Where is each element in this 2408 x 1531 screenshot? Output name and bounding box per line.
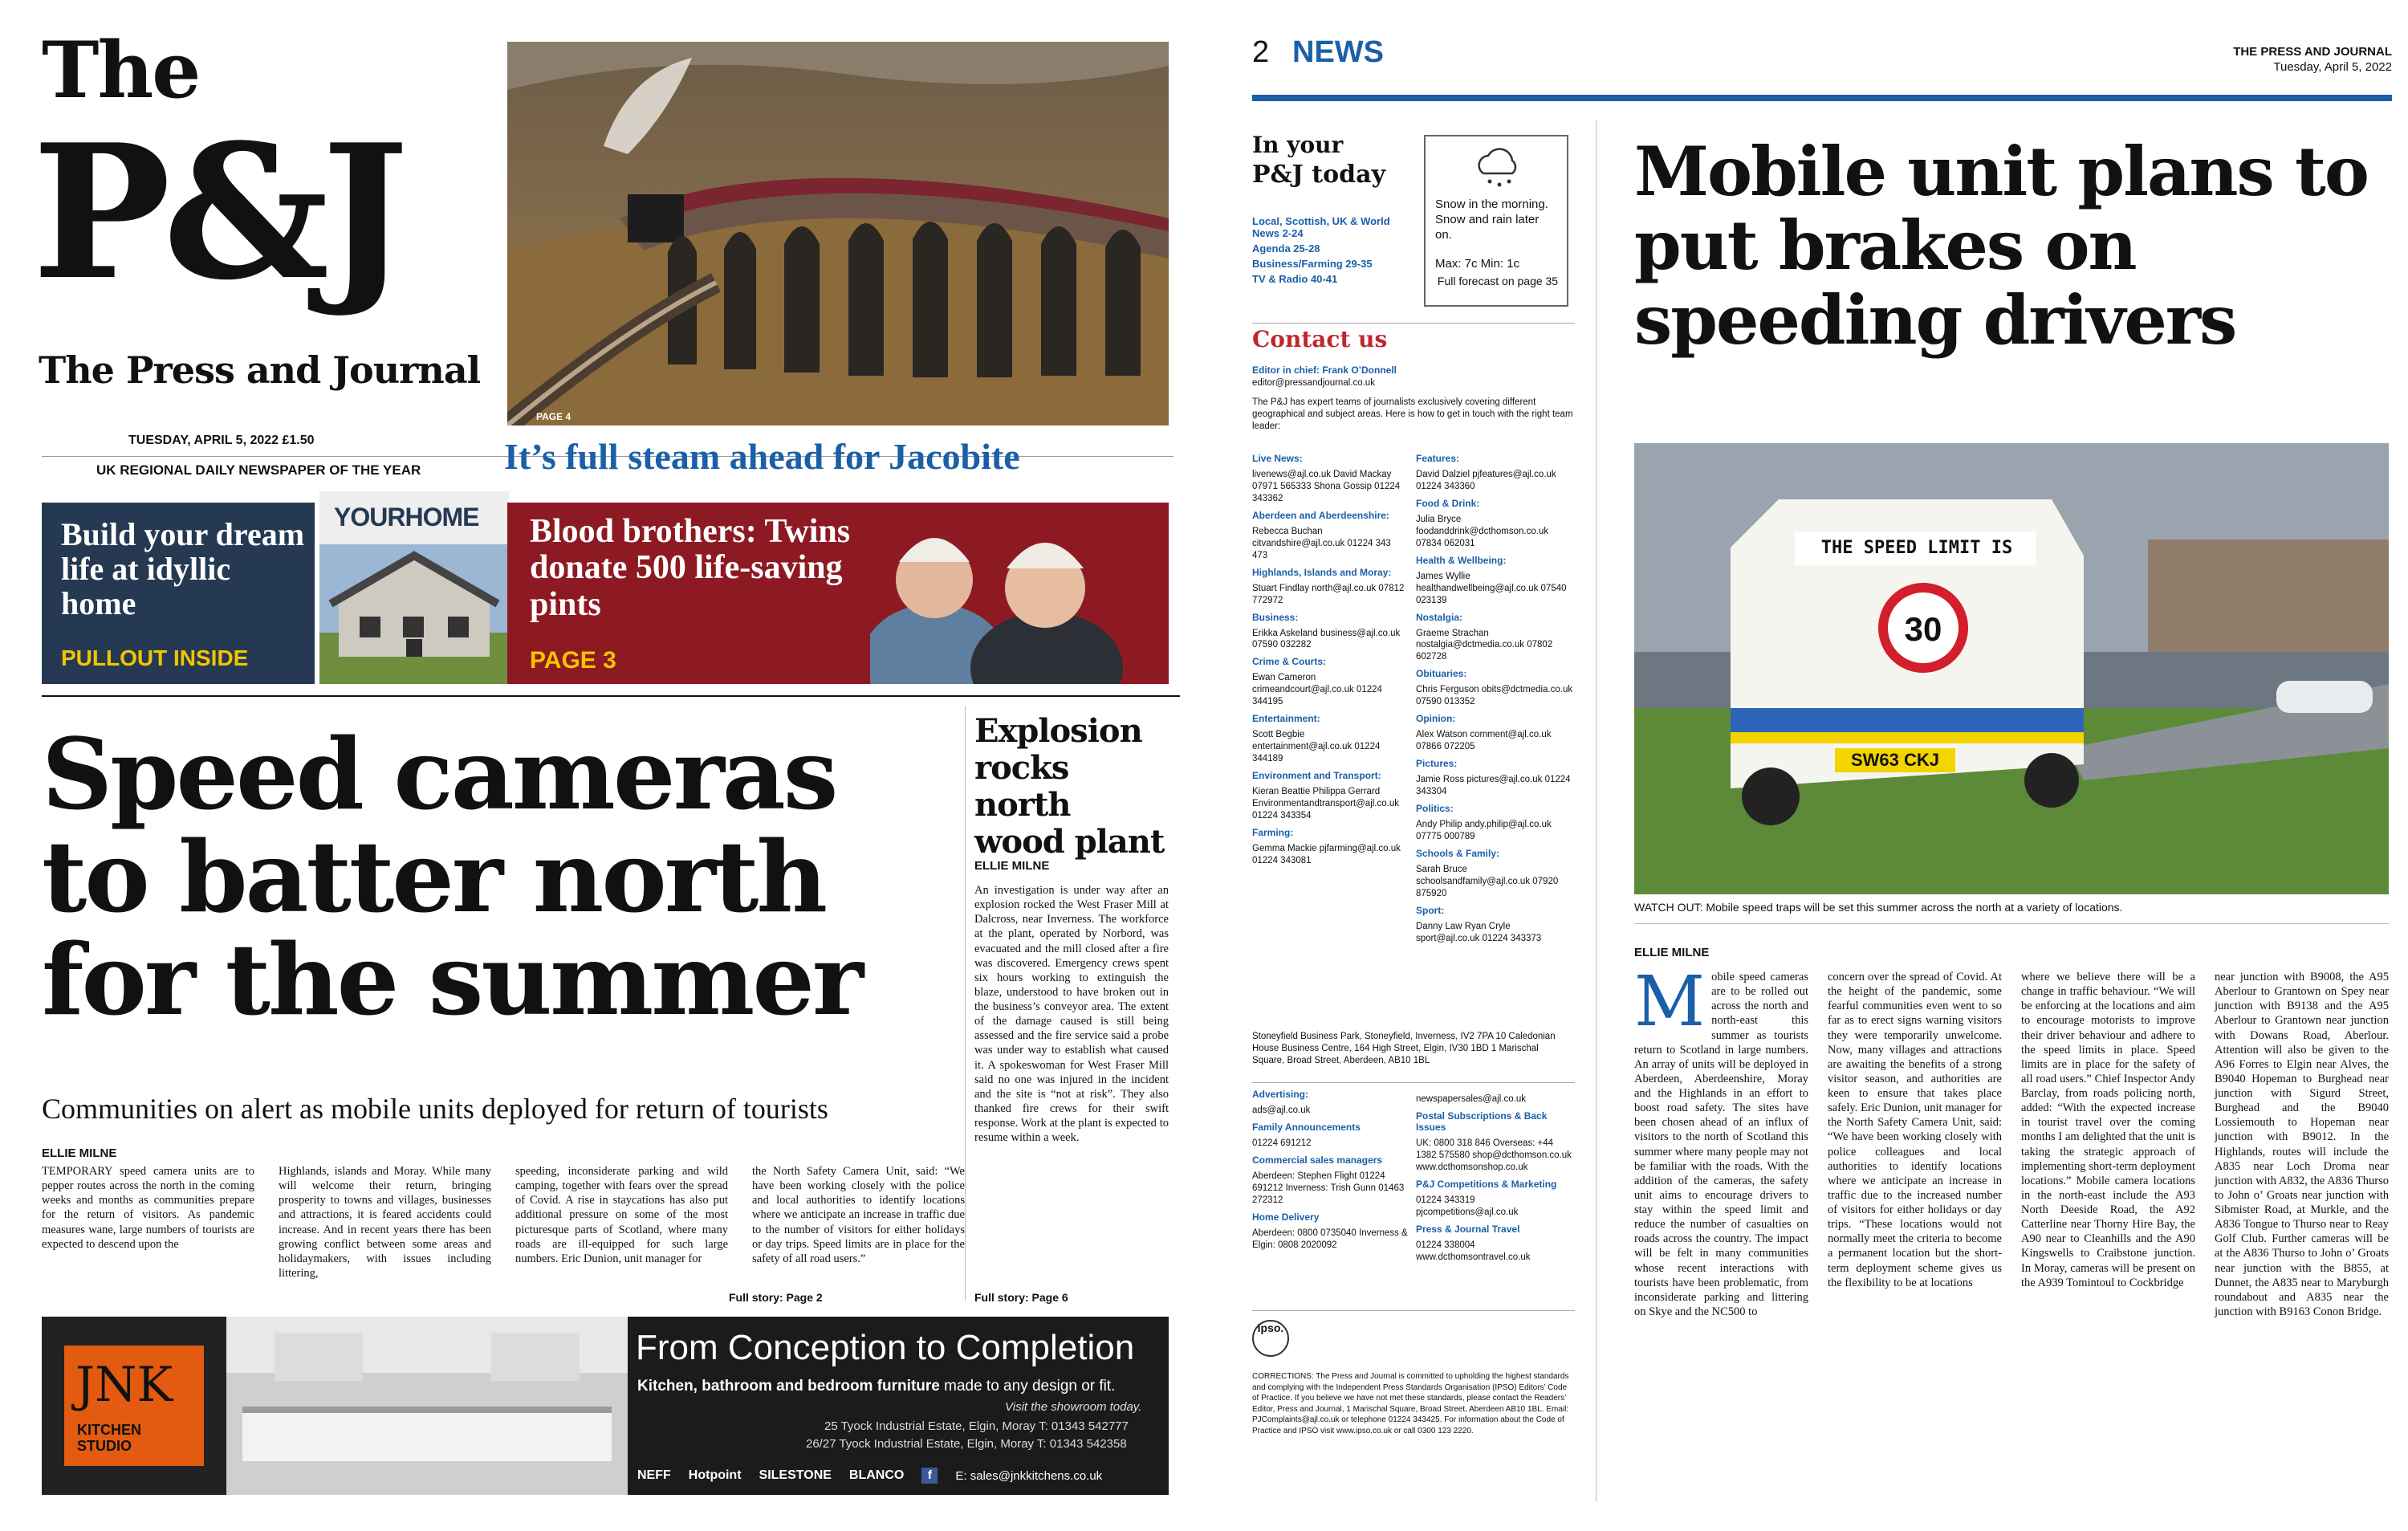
page-number: 2	[1252, 35, 1270, 69]
contact-right-column	[1416, 453, 1573, 950]
contact-label: Live News:	[1252, 453, 1303, 464]
contact-entry	[1416, 905, 1573, 945]
twins-photo	[870, 503, 1169, 684]
promo-blood[interactable]	[507, 503, 1169, 684]
promo-home-title: Build your dream life at idyllic home	[61, 516, 305, 622]
contact-label: Crime & Courts:	[1252, 656, 1327, 668]
contact-label: Environment and Transport:	[1252, 770, 1381, 781]
weather-text: Snow in the morning. Snow and rain later on.	[1435, 197, 1548, 242]
jnk-logo	[64, 1346, 204, 1466]
masthead-logo: P&J	[32, 104, 401, 321]
contact-text: Graeme Strachan nostalgia@dctmedia.co.uk 07802 602728	[1416, 628, 1553, 662]
weather-more[interactable]: Full forecast on page 35	[1437, 275, 1559, 287]
inner-page	[1236, 0, 2408, 1531]
contact-label: Home Delivery	[1252, 1211, 1320, 1223]
contact-label: Schools & Family:	[1416, 847, 1500, 859]
contact-text: livenews@ajl.co.uk David Mackay 07971 565333 Shona Gossip 01224 343362	[1252, 470, 1401, 503]
contact-text: Rebecca Buchan citvandshire@ajl.co.uk 01224 343 473	[1252, 526, 1391, 560]
brand-silestone: SILESTONE	[759, 1468, 832, 1482]
contact-entry	[1252, 1122, 1409, 1150]
divider	[1252, 1082, 1575, 1083]
brand-hotpoint: Hotpoint	[688, 1468, 742, 1482]
contact-text: UK: 0800 318 846 Overseas: +44 1382 575580 shop@dcthomson.co.uk www.dcthomsonshop.co.uk	[1416, 1138, 1572, 1172]
contact-label: P&J Competitions & Marketing	[1416, 1178, 1557, 1190]
brand-blanco: BLANCO	[848, 1468, 905, 1482]
contact-label: Farming:	[1252, 826, 1294, 838]
contact-label: Politics:	[1416, 802, 1454, 814]
inner-byline: ELLIE MILNE	[1634, 946, 1710, 959]
contact-text: Alex Watson comment@ajl.co.uk 07866 072205	[1416, 730, 1552, 752]
advert-address-2: 26/27 Tyock Industrial Estate, Elgin, Moray T: 01343 542358	[806, 1437, 1127, 1451]
van-photo	[1634, 443, 2389, 894]
contact-label: Business:	[1252, 611, 1299, 623]
advert-tagline-rest: made to any design or fit.	[939, 1378, 1116, 1395]
divider	[1596, 120, 1597, 1501]
van-plate: SW63 CKJ	[1850, 750, 1940, 770]
van-photo-image	[1634, 443, 2389, 894]
lead-col-1: TEMPORARY speed camera units are to pepper routes across the north in the coming weeks and months as communities prepare for the return of visitors. As pandemic measures wane, large numbers of tourists are expected to descend upon the	[42, 1165, 254, 1251]
contact-label: Postal Subscriptions & Back Issues	[1416, 1110, 1548, 1133]
side-headline[interactable]: Explosion rocks north wood plant	[974, 712, 1165, 861]
editor-email[interactable]: editor@pressandjournal.co.uk	[1252, 377, 1375, 388]
corrections-text: CORRECTIONS: The Press and Journal is committed to upholding the highest standards and complying with the Independent Press Standards Organisation (IPSO) Editors’ Code of Practice. If you believe we have not met these standards, please contact the Readers’ Editor, Press and Journal, 1 Marischal Square, Broad Street, Aberdeen AB10 1BL. Email: PJComplaints@ajl.co.uk or telephone 01224 343425. For information about the Code of Practice and IPSO visit www.ipso.co.uk or call 0300 123 2220.	[1252, 1372, 1569, 1435]
contact-lower-right	[1416, 1089, 1573, 1268]
paper-date: Tuesday, April 5, 2022	[2273, 60, 2392, 74]
lead-headline[interactable]: Speed cameras to batter north for the summer	[42, 716, 862, 1038]
masthead-the: The	[42, 25, 200, 116]
contact-entry	[1416, 668, 1573, 708]
weather-temps: Max: 7c Min: 1c	[1435, 257, 1520, 271]
contact-text: 01224 691212	[1252, 1138, 1312, 1148]
promo-home-kicker: PULLOUT INSIDE	[61, 645, 249, 670]
divider	[1252, 1310, 1575, 1311]
inner-col-3: where we believe there will be a change in traffic behaviour. “We will be enforcing at the locations and aim to encourage motorists to improve their driver behaviour and adhere to the speed limits in place. Speed limits are in place for the safety of all road users.” Chief Inspector Andy Barclay, from roads policing north, added: “With the expected increase in tourist travel over the coming months I am delighted that the unit is taking the strategic approach of implementing short-term deployment locations.” Mobile camera locations in the north-east include the A93 North Deeside Road, the A92 Catterline near Thorny Hire Bay, the A90 near to Cleanhills and the A90 Kingswells to Craibstone junction. In Moray, cameras will be present on the A939 Tomintoul to Cockbridge	[2021, 971, 2195, 1289]
contact-text: Kieran Beattie Philippa Gerrard Environmentandtransport@ajl.co.uk 01224 343354	[1252, 787, 1399, 820]
contact-entry	[1252, 770, 1406, 822]
contact-text: ads@ajl.co.uk	[1252, 1105, 1311, 1115]
contact-entry	[1416, 1179, 1573, 1219]
weather-box	[1424, 135, 1568, 307]
header-rule	[1252, 95, 2392, 101]
in-your-item[interactable]: Local, Scottish, UK & World News 2-24	[1252, 215, 1390, 239]
contact-entry	[1416, 453, 1573, 493]
contact-text: Danny Law Ryan Cryle sport@ajl.co.uk 01224 343373	[1416, 921, 1542, 943]
contact-intro: The P&J has expert teams of journalists exclusively covering different geographical and subject areas. Here is how to get in touch with the right team leader:	[1252, 397, 1573, 431]
train-photo	[507, 42, 1169, 426]
front-page	[0, 0, 1180, 1531]
in-your-item[interactable]: Agenda 25-28	[1252, 242, 1320, 254]
contact-entry	[1416, 555, 1573, 607]
contact-entry	[1252, 510, 1406, 562]
in-your-item[interactable]: Business/Farming 29-35	[1252, 258, 1373, 270]
train-headline[interactable]: It’s full steam ahead for Jacobite	[504, 436, 1020, 477]
jnk-logo-panel	[42, 1317, 226, 1495]
advert-brands	[637, 1468, 1159, 1484]
contact-text: Jamie Ross pictures@ajl.co.uk 01224 343304	[1416, 775, 1571, 796]
award-line: UK REGIONAL DAILY NEWSPAPER OF THE YEAR	[96, 462, 421, 478]
advert-jnk[interactable]	[42, 1317, 1169, 1495]
photo-page-tag: PAGE 4	[536, 411, 571, 422]
contact-entry	[1416, 1110, 1573, 1174]
paper-name: THE PRESS AND JOURNAL	[2233, 45, 2392, 59]
brand-neff: NEFF	[637, 1468, 671, 1482]
contact-label: Features:	[1416, 453, 1460, 464]
inner-col-1	[1634, 970, 1808, 1508]
contact-entry	[1252, 1211, 1409, 1252]
contact-text: 01224 343319 pjcompetitions@ajl.co.uk	[1416, 1195, 1519, 1217]
rule	[42, 695, 1180, 697]
contact-label: Advertising:	[1252, 1089, 1309, 1100]
contact-entry	[1252, 713, 1406, 765]
lead-fullstory[interactable]: Full story: Page 2	[729, 1291, 823, 1304]
jnk-logo-letters: JNK	[75, 1357, 173, 1413]
contact-title: Contact us	[1252, 326, 1388, 352]
advert-headline: From Conception to Completion	[636, 1328, 1135, 1367]
contact-label: Commercial sales managers	[1252, 1154, 1383, 1166]
ipso-logo: ipso.	[1252, 1320, 1289, 1357]
contact-entry	[1416, 498, 1573, 550]
contact-text: Gemma Mackie pjfarming@ajl.co.uk 01224 343081	[1252, 843, 1401, 865]
house-photo	[319, 544, 509, 684]
promo-blood-title: Blood brothers: Twins donate 500 life-saving pints	[530, 513, 851, 623]
lead-standfirst: Communities on alert as mobile units deployed for return of tourists	[42, 1093, 828, 1125]
contact-text: Stuart Findlay north@ajl.co.uk 07812 772972	[1252, 583, 1405, 605]
contact-label: Obituaries:	[1416, 668, 1467, 680]
inner-col-1-text: obile speed cameras are to be rolled out across the north and north-east this summer as tourists return to Scotland in large numbers. An array of units will be deployed in Aberdeen, Aberdeenshire, Moray and the Highlands in an effort to boost road safety. The sites have been chosen ahead of an influx of visitors to the north of Scotland this summer where many people may not be familiar with the roads. With the addition of the cameras, the safety unit aims to encourage drivers to stay within the speed limit and reduce the number of casualties on roads across the country. The impact will be felt in many communities whose recent interactions with tourists have been problematic, from inconsiderate parking and littering on Skye and the NC500 to	[1634, 971, 1808, 1318]
promo-home[interactable]	[42, 503, 315, 684]
lead-col-2: Highlands, islands and Moray. While many will welcome their return, bringing prosperity to towns and villages, businesses and attractions, it is feared accidents could increase. And in recent years there has been growing conflict between some areas and holidaymakers, with issues including littering,	[279, 1165, 491, 1280]
contact-text: Chris Ferguson obits@dctmedia.co.uk 07590 013352	[1416, 685, 1573, 707]
masthead-title: The Press and Journal	[39, 348, 481, 392]
dropcap: M	[1634, 970, 1706, 1042]
contact-text: Sarah Bruce schoolsandfamily@ajl.co.uk 07920 875920	[1416, 864, 1559, 898]
advert-tagline	[637, 1378, 1115, 1395]
contact-entry	[1252, 567, 1406, 607]
yourhome-brand: YOURHOME	[334, 503, 479, 531]
facebook-icon: f	[921, 1468, 938, 1484]
contact-entry	[1416, 803, 1573, 843]
lead-col-3: speeding, inconsiderate parking and wild camping, together with fears over the spread of Covid. A rise in staycations has also put additional pressure on some of the most picturesque parts of Scotland, where many roads are ill-equipped for such large numbers. Eric Dunion, unit manager for	[515, 1165, 728, 1265]
contact-entry	[1252, 612, 1406, 652]
divider	[1634, 923, 2389, 924]
editor-label: Editor in chief: Frank O’Donnell	[1252, 364, 1397, 376]
dateline: TUESDAY, APRIL 5, 2022 £1.50	[128, 434, 315, 447]
contact-text: Scott Begbie entertainment@ajl.co.uk 01224 344189	[1252, 730, 1381, 764]
contact-label: Family Announcements	[1252, 1121, 1361, 1133]
contact-entry	[1252, 656, 1406, 708]
contact-text: Julia Bryce foodanddrink@dcthomson.co.uk 07834 062031	[1416, 514, 1549, 548]
contact-label: Food & Drink:	[1416, 497, 1480, 509]
contact-text: James Wyllie healthandwellbeing@ajl.co.uk 07540 023139	[1416, 571, 1567, 605]
promo-blood-kicker: PAGE 3	[530, 647, 616, 674]
contact-label: Entertainment:	[1252, 713, 1320, 725]
contact-entry	[1252, 453, 1406, 505]
contact-label: Highlands, Islands and Moray:	[1252, 566, 1392, 578]
contact-text: Aberdeen: 0800 0735040 Inverness & Elgin: 0808 2020092	[1252, 1228, 1408, 1250]
divider	[1252, 323, 1575, 324]
divider	[965, 706, 966, 1301]
contact-text: Erikka Askeland business@ajl.co.uk 07590 032282	[1252, 628, 1401, 650]
inner-col-2: concern over the spread of Covid. At the height of the pandemic, some fearful communities even went to so far as to erect signs warning visitors they were temporarily unwelcome. Now, many villages and attractions are awaiting the benefits of a strong visitor season, and authorities are keen to ensure that takes place safely. Eric Dunion, unit manager for the North Safety Camera Unit, said: “We have been working closely with police colleagues and local authorities to identify locations where we anticipate an increase in traffic due to the increased number of visitors for either holidays or day trips. “These locations would not normally meet the criteria to become a permanent location but the short-term deployment scheme gives us the flexibility to be at locations	[1828, 971, 2002, 1289]
side-fullstory[interactable]: Full story: Page 6	[974, 1291, 1068, 1304]
inner-body	[1634, 970, 2389, 1508]
van-sign-text: THE SPEED LIMIT IS	[1820, 538, 2013, 558]
lead-col-4: the North Safety Camera Unit, said: “We have been working closely with the police and local authorities to identify locations where we anticipate an increase in traffic due to the number of visitors for either holidays or day trips. Speed limits are in place for the safety of all road users.”	[752, 1165, 965, 1265]
van-speed-number: 30	[1904, 610, 1942, 648]
in-your-title-1: In your	[1252, 132, 1344, 158]
contact-entry	[1252, 1154, 1409, 1207]
advert-email: E: sales@jnkkitchens.co.uk	[955, 1468, 1103, 1483]
contact-label: Nostalgia:	[1416, 611, 1463, 623]
in-your-item[interactable]: TV & Radio 40-41	[1252, 273, 1338, 285]
train-photo-image	[507, 42, 1169, 426]
lead-body	[42, 1164, 965, 1302]
contact-entry	[1252, 1089, 1409, 1117]
contact-label: Health & Wellbeing:	[1416, 554, 1507, 566]
contact-editor	[1252, 364, 1573, 389]
contact-text: Ewan Cameron crimeandcourt@ajl.co.uk 01224 344195	[1252, 673, 1382, 707]
contact-entry	[1416, 612, 1573, 664]
contact-text: 01224 338004 www.dcthomsontravel.co.uk	[1416, 1240, 1531, 1262]
contact-entry	[1416, 848, 1573, 900]
side-byline: ELLIE MILNE	[974, 859, 1050, 873]
contact-entry	[1416, 713, 1573, 753]
contact-text: Aberdeen: Stephen Flight 01224 691212 Inverness: Trish Gunn 01463 272312	[1252, 1171, 1405, 1205]
contact-entry	[1252, 827, 1406, 867]
contact-text: Andy Philip andy.philip@ajl.co.uk 07775 000789	[1416, 819, 1552, 841]
advert-visit: Visit the showroom today.	[1005, 1400, 1142, 1414]
in-your-title-2: P&J today	[1252, 161, 1385, 189]
contact-label: Press & Journal Travel	[1416, 1223, 1520, 1235]
advert-tagline-bold: Kitchen, bathroom and bedroom furniture	[637, 1378, 940, 1395]
inner-headline[interactable]: Mobile unit plans to put brakes on speeding drivers	[1634, 132, 2368, 360]
photo-caption: WATCH OUT: Mobile speed traps will be set this summer across the north at a variety of locations.	[1634, 901, 2123, 914]
jnk-logo-studio: KITCHEN STUDIO	[77, 1422, 141, 1454]
contact-text: David Dalziel pjfeatures@ajl.co.uk 01224 343360	[1416, 470, 1556, 491]
contact-address: Stoneyfield Business Park, Stoneyfield, Inverness, IV2 7PA 10 Caledonian House Business Centre, 164 High Street, Elgin, IV30 1BD 1 Marischal Square, Broad Street, Aberdeen, AB10 1BL	[1252, 1032, 1556, 1065]
advert-address-1: 25 Tyock Industrial Estate, Elgin, Moray T: 01343 542777	[824, 1419, 1129, 1433]
section-title: NEWS	[1292, 35, 1384, 69]
snow-cloud-icon	[1472, 146, 1523, 189]
lead-byline: ELLIE MILNE	[42, 1146, 117, 1160]
inner-col-4: near junction with B9008, the A95 Aberlour to Grantown on Spey near junction with B9138 and the A95 Aberlour to Grantown near junction with Dowans Road, Aberlour. Attention will also be given to the A96 Forres to Elgin near Alves, the B9040 Hopeman to Burghead near junction with Sigurd Street, Burghead and the B9040 Lossiemouth to Hopeman near junction with B9012. In the Highlands, routes will include the A835 near Loch Droma near junction with A832, the A836 Thurso to John o’ Groats near junction with Sibmister Road, at Murkle, and the A836 Tongue to Thurso near to Reay Golf Club. Further cameras will be at the A836 Thurso to John o’ Groats near junction with the B855, at Dunnet, the A835 near to Maryburgh roundabout and A835 near the junction with B9163 Conon Bridge.	[2215, 971, 2389, 1318]
contact-label: Pictures:	[1416, 758, 1458, 770]
contact-label: Sport:	[1416, 904, 1445, 916]
contact-label: Aberdeen and Aberdeenshire:	[1252, 509, 1389, 521]
side-body: An investigation is under way after an explosion rocked the West Fraser Mill at Dalcross, near Inverness. The workforce at the plant, operated by Norbord, was evacuated and the mill closed after a fire was discovered. Emergency crews spent six hours working to extinguish the blaze, understood to have broken out in the business’s conveyor area. The extent of the damage caused is still being assessed and the fire service said a probe was under way to establish what caused it. A spokeswoman for West Fraser Mill said no one was injured in the incident and the site is “not at risk”. They also thanked fire crews for their swift response. Work at the plant is expected to resume within a week.	[974, 884, 1169, 1145]
contact-label: Opinion:	[1416, 713, 1456, 725]
contact-text: newspapersales@ajl.co.uk	[1416, 1094, 1526, 1104]
contact-entry	[1416, 1224, 1573, 1264]
contact-lower-left	[1252, 1089, 1409, 1256]
contact-left-column	[1252, 453, 1406, 872]
yourhome-cover[interactable]	[319, 491, 509, 684]
contact-entry	[1416, 1093, 1573, 1105]
in-your-list	[1252, 215, 1413, 288]
contact-entry	[1416, 758, 1573, 798]
kitchen-photo	[226, 1317, 628, 1495]
